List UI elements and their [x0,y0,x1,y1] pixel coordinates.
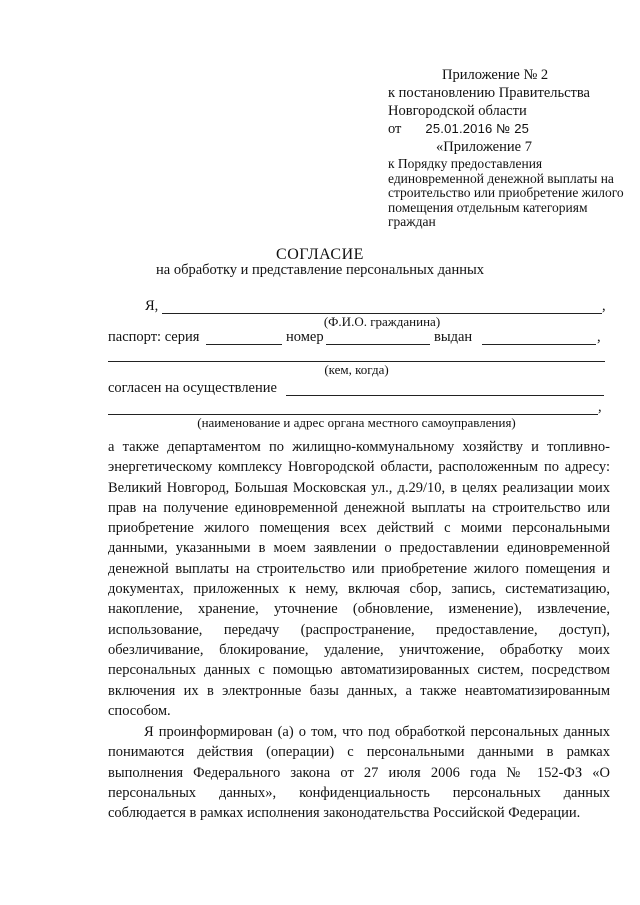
date-prefix: от [388,121,402,137]
date-number: 25.01.2016 № 25 [425,121,530,136]
annex-description: к Порядку предоставления единовременной денежной выплаты на строительство или приобретение жилого помещения отдельным категориям граждан [388,156,624,229]
agree-label: согласен на осуществление [108,380,277,396]
issued-label: выдан [434,329,473,345]
issued-field[interactable] [482,344,596,345]
issued-comma: , [597,329,601,345]
region-line: Новгородской области [388,103,527,119]
date-line [388,120,628,138]
passport-series-label: паспорт: серия [108,329,200,345]
appendix-7-line: «Приложение 7 [436,139,532,155]
passport-number-label: номер [286,329,324,345]
consent-paragraph-1: а также департаментом по жилищно-коммунальному хозяйству и топливно-энергетическому комплексу Новгородской области, расположенным по адресу: Великий Новгород, Большая Московская ул., д.29/10, в целях реализации моих прав на получение единовременной денежной выплаты на строительство или приобретение жилого помещения всех действий с моими персональными данными, указанными в моем заявлении о предоставлении единовременной денежной выплаты на строительство или приобретение жилого помещения и документах, приложенных к нему, включая сбор, запись, систематизацию, накопление, хранение, уточнение (обновление, изменение), извлечение, использование, передачу (распространение, предоставление, доступ), обезличивание, блокирование, удаление, уничтожение, обработку моих персональных данных с помощью автоматизированных систем, посредством включения их в электронные базы данных, а также неавтоматизированным способом. [108,439,610,719]
consent-paragraph-2: Я проинформирован (а) о том, что под обработкой персональных данных понимаются действия (операции) с персональными данными в рамках выполнения Федерального закона от 27 июля 2006 года № 152-ФЗ «О персональных данных», конфиденциальность персональных данных соблюдается в рамках исполнения законодательства Российской Федерации. [108,724,610,822]
passport-series-field[interactable] [206,344,282,345]
consent-body [108,437,610,824]
appendix-header [388,66,628,156]
passport-number-field[interactable] [326,344,430,345]
i-label: Я, [145,298,159,314]
resolution-line: к постановлению Правительства [388,85,590,101]
organ-comma: , [598,399,602,415]
issued-by-caption: (кем, когда) [324,362,389,377]
fio-caption: (Ф.И.О. гражданина) [323,314,441,329]
document-title: СОГЛАСИЕ [276,246,364,263]
appendix-number: Приложение № 2 [442,67,549,83]
agree-field[interactable] [286,395,604,396]
fio-comma: , [602,298,606,314]
organ-caption: (наименование и адрес органа местного самоуправления) [197,415,516,430]
document-subtitle: на обработку и представление персональных данных [156,262,484,278]
